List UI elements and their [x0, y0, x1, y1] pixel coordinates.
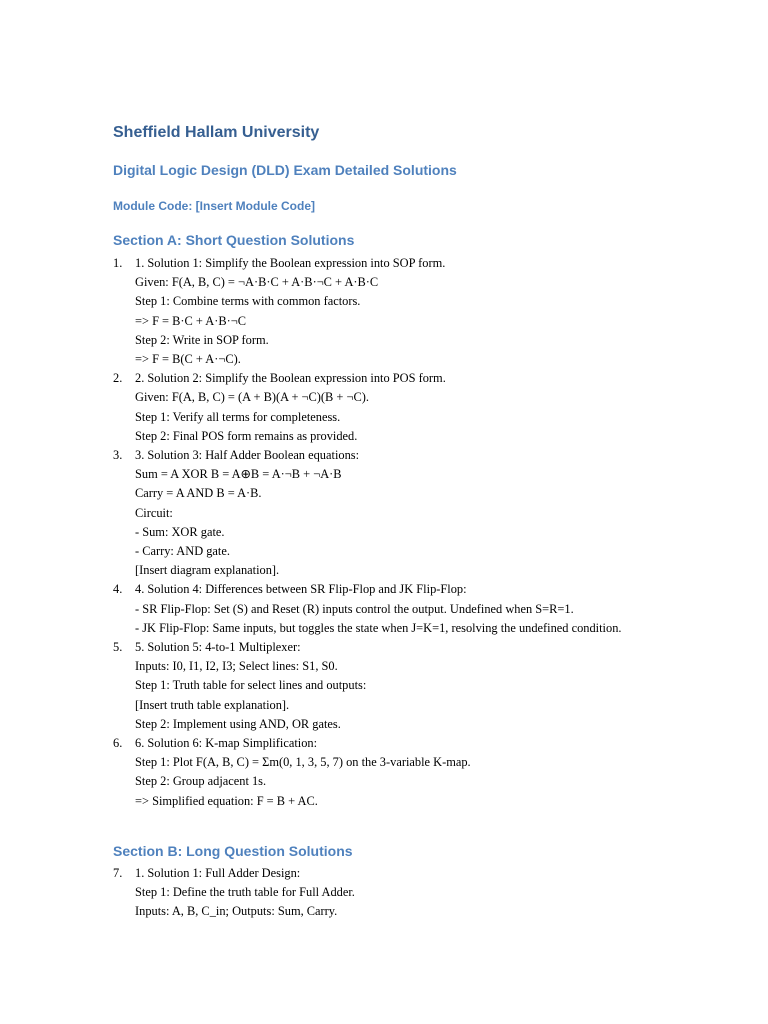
list-line: Step 1: Define the truth table for Full Adder.: [135, 885, 355, 900]
list-line: Inputs: A, B, C_in; Outputs: Sum, Carry.: [135, 904, 338, 919]
university-title: Sheffield Hallam University: [113, 124, 320, 141]
list-number: 2.: [113, 371, 123, 386]
list-line: 5. Solution 5: 4-to-1 Multiplexer:: [135, 640, 301, 655]
list-line: 1. Solution 1: Full Adder Design:: [135, 866, 301, 880]
section-a-list: [113, 254, 653, 811]
list-line: [Insert truth table explanation].: [135, 697, 290, 712]
list-number: 3.: [113, 448, 123, 463]
list-number: 6.: [113, 736, 123, 751]
list-line: Sum = A XOR B = A⊕B = A·¬B + ¬A·B: [135, 467, 342, 482]
list-line: Step 1: Combine terms with common factors.: [135, 294, 361, 309]
list-line: - Carry: AND gate.: [135, 544, 230, 559]
list-number: 1.: [113, 256, 123, 270]
list-item: [113, 734, 653, 811]
list-number: 4.: [113, 582, 123, 597]
list-line: Step 1: Verify all terms for completeness.: [135, 409, 341, 424]
list-item: [113, 864, 653, 922]
list-line: - JK Flip-Flop: Same inputs, but toggles the state when J=K=1, resolving the undefined condition.: [135, 620, 622, 635]
list-line: Inputs: I0, I1, I2, I3; Select lines: S1, S0.: [135, 659, 338, 674]
list-line: Given: F(A, B, C) = (A + B)(A + ¬C)(B + ¬C).: [135, 390, 369, 405]
list-line: Step 1: Truth table for select lines and outputs:: [135, 678, 367, 693]
list-item: [113, 580, 653, 638]
list-line: => Simplified equation: F = B + AC.: [135, 793, 318, 808]
module-code: Module Code: [Insert Module Code]: [113, 199, 315, 213]
list-line: 1. Solution 1: Simplify the Boolean expression into SOP form.: [135, 256, 446, 270]
list-line: Carry = A AND B = A·B.: [135, 486, 262, 501]
list-number: 7.: [113, 866, 123, 880]
list-line: 4. Solution 4: Differences between SR Flip-Flop and JK Flip-Flop:: [135, 582, 467, 597]
list-item: [113, 446, 653, 580]
list-item: [113, 638, 653, 734]
list-line: - SR Flip-Flop: Set (S) and Reset (R) inputs control the output. Undefined when S=R=1.: [135, 601, 574, 616]
list-line: => F = B·C + A·B·¬C: [135, 313, 247, 328]
list-item: [113, 369, 653, 446]
list-line: => F = B(C + A·¬C).: [135, 352, 241, 367]
list-line: 2. Solution 2: Simplify the Boolean expression into POS form.: [135, 371, 446, 386]
section-a-heading: Section A: Short Question Solutions: [113, 232, 355, 248]
list-line: [Insert diagram explanation].: [135, 563, 280, 578]
section-b-heading: Section B: Long Question Solutions: [113, 843, 353, 859]
list-line: 3. Solution 3: Half Adder Boolean equations:: [135, 448, 360, 463]
list-line: Step 1: Plot F(A, B, C) = Σm(0, 1, 3, 5, 7) on the 3-variable K-map.: [135, 755, 471, 770]
list-line: 6. Solution 6: K-map Simplification:: [135, 736, 318, 751]
list-number: 5.: [113, 640, 123, 655]
section-b-list: [113, 864, 653, 922]
exam-title: Digital Logic Design (DLD) Exam Detailed Solutions: [113, 162, 457, 178]
list-item: [113, 254, 653, 369]
list-line: Step 2: Final POS form remains as provided.: [135, 428, 358, 443]
list-line: Circuit:: [135, 505, 173, 520]
list-line: Step 2: Group adjacent 1s.: [135, 774, 267, 789]
list-line: Step 2: Write in SOP form.: [135, 332, 269, 347]
list-line: Given: F(A, B, C) = ¬A·B·C + A·B·¬C + A·B·C: [135, 275, 379, 290]
list-line: Step 2: Implement using AND, OR gates.: [135, 716, 341, 731]
list-line: - Sum: XOR gate.: [135, 524, 225, 539]
